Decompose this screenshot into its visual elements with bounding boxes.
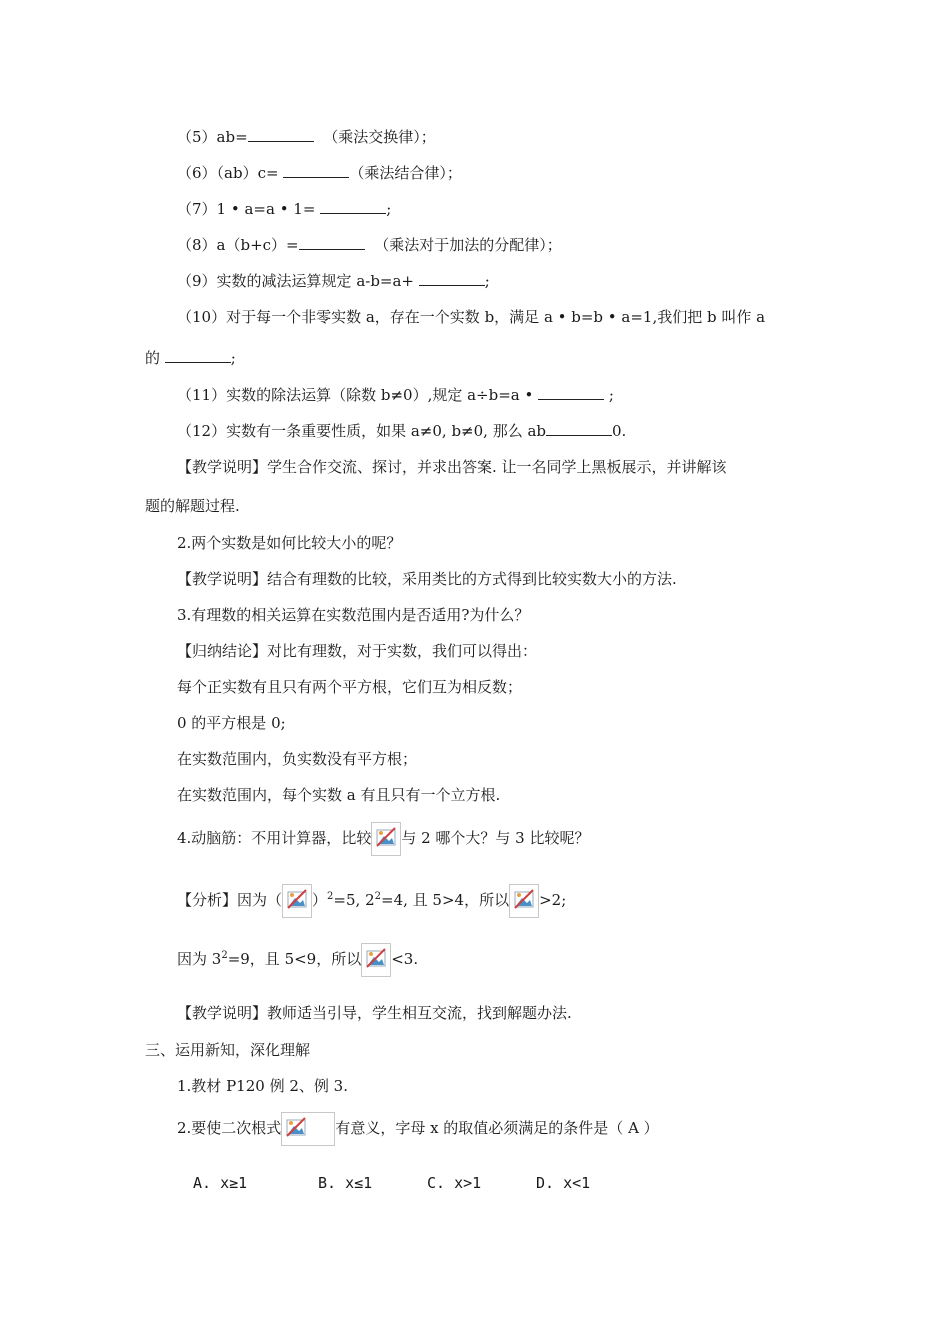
analysis-text: ） (312, 891, 328, 909)
conclusion (177, 641, 537, 661)
item-11 (177, 385, 614, 405)
item-9-text: （9）实数的减法运算规定 a-b=a+ (177, 272, 419, 290)
broken-image-icon (371, 822, 401, 856)
teaching-note-1-cont (145, 496, 240, 516)
broken-image-icon (509, 884, 539, 918)
analysis-tag: 【分析】 (177, 891, 238, 909)
question-4 (177, 822, 590, 856)
conclusion-line-2: 0 的平方根是 0; (177, 714, 286, 732)
question-2 (177, 533, 401, 553)
item-7 (177, 199, 391, 219)
option-b: B. x≤1 (318, 1174, 373, 1192)
exercise-2-text-end: 有意义，字母 x 的取值必须满足的条件是（ A ） (335, 1119, 659, 1137)
item-5-text: （5）ab= (177, 128, 248, 146)
exponent: 2 (327, 891, 334, 902)
item-5 (177, 127, 436, 147)
item-8-law: （乘法对于加法的分配律）； (374, 236, 562, 254)
item-6-text: （6）（ab）c= (177, 164, 284, 182)
broken-image-icon (282, 884, 312, 918)
broken-image-icon (281, 1112, 335, 1146)
note-tag: 【教学说明】 (177, 1004, 268, 1022)
section-heading: 三、运用新知，深化理解 (145, 1041, 311, 1059)
conclusion-tag: 【归纳结论】 (177, 642, 268, 660)
item-7-end: ; (386, 200, 392, 218)
exercise-2-text: 2.要使二次根式 (177, 1119, 282, 1137)
question-3-text: 3.有理数的相关运算在实数范围内是否适用?为什么？ (177, 606, 530, 624)
note-text: 教师适当引导，学生相互交流，找到解题办法. (267, 1004, 572, 1022)
question-4-text: 4.动脑筋：不用计算器，比较 (177, 829, 372, 847)
analysis (177, 884, 566, 918)
exponent: 2 (374, 891, 381, 902)
item-6-law: （乘法结合律）； (349, 164, 462, 182)
exponent: 2 (221, 950, 228, 961)
item-9 (177, 271, 490, 291)
conclusion-line-4: 在实数范围内，每个实数 a 有且只有一个立方根. (177, 786, 501, 804)
item-11-text: （11）实数的除法运算（除数 b≠0）,规定 a÷b=a • (177, 386, 539, 404)
item-9-end: ; (484, 272, 490, 290)
option-d: D. x<1 (536, 1174, 591, 1192)
item-12-text: （12）实数有一条重要性质，如果 a≠0, b≠0, 那么 ab (177, 422, 547, 440)
exercise-2 (177, 1112, 659, 1146)
teaching-note-3 (177, 1003, 572, 1023)
exercise-1: 1.教材 P120 例 2、例 3. (177, 1077, 348, 1095)
answer-blank (546, 421, 612, 436)
question-3 (177, 605, 529, 625)
analysis-text: >2; (539, 891, 567, 909)
note-tag: 【教学说明】 (177, 458, 268, 476)
item-11-end: ; (604, 386, 614, 404)
answer-blank (419, 271, 485, 286)
item-10-text: （10）对于每一个非零实数 a，存在一个实数 b，满足 a • b=b • a=1,我们把 b 叫作 a (177, 308, 766, 326)
answer-blank (248, 127, 314, 142)
answer-blank (165, 348, 231, 363)
question-4-text-end: 与 2 哪个大？与 3 比较呢？ (401, 829, 590, 847)
conclusion-line-1: 每个正实数有且只有两个平方根，它们互为相反数； (177, 678, 523, 696)
broken-image-icon (361, 943, 391, 977)
conclusion-line-3: 在实数范围内，负实数没有平方根； (177, 750, 418, 768)
item-10-line-2 (145, 348, 236, 368)
teaching-note-2 (177, 569, 677, 589)
analysis-text: 因为（ (237, 891, 283, 909)
item-7-text: （7）1 • a=a • 1= (177, 200, 321, 218)
option-c: C. x>1 (427, 1174, 482, 1192)
answer-blank (299, 235, 365, 250)
analysis-text: =9，且 5<9，所以 (227, 950, 362, 968)
teaching-note-1 (177, 457, 727, 477)
analysis-text: 因为 3 (177, 950, 222, 968)
item-10-cont: 的 (145, 349, 165, 367)
answer-blank (320, 199, 386, 214)
item-8-text: （8）a（b+c）= (177, 236, 299, 254)
item-10-end: ; (230, 349, 236, 367)
note-tag: 【教学说明】 (177, 570, 268, 588)
analysis-2 (177, 943, 418, 977)
note-text-cont: 题的解题过程. (145, 497, 240, 515)
item-10-line-1 (177, 307, 765, 327)
item-6 (177, 163, 462, 183)
answer-blank (283, 163, 349, 178)
option-a: A. x≥1 (193, 1174, 248, 1192)
analysis-text: <3. (391, 950, 419, 968)
item-12 (177, 421, 626, 441)
item-5-law: （乘法交换律）； (323, 128, 436, 146)
item-8 (177, 235, 562, 255)
question-2-text: 2.两个实数是如何比较大小的呢？ (177, 534, 402, 552)
analysis-text: =4, 且 5>4，所以 (381, 891, 510, 909)
item-12-end: 0. (612, 422, 627, 440)
answer-blank (538, 385, 604, 400)
note-text: 结合有理数的比较，采用类比的方式得到比较实数大小的方法. (267, 570, 677, 588)
note-text: 学生合作交流、探讨，并求出答案. 让一名同学上黑板展示，并讲解该 (267, 458, 727, 476)
conclusion-text: 对比有理数，对于实数，我们可以得出： (267, 642, 538, 660)
analysis-text: =5, 2 (333, 891, 375, 909)
